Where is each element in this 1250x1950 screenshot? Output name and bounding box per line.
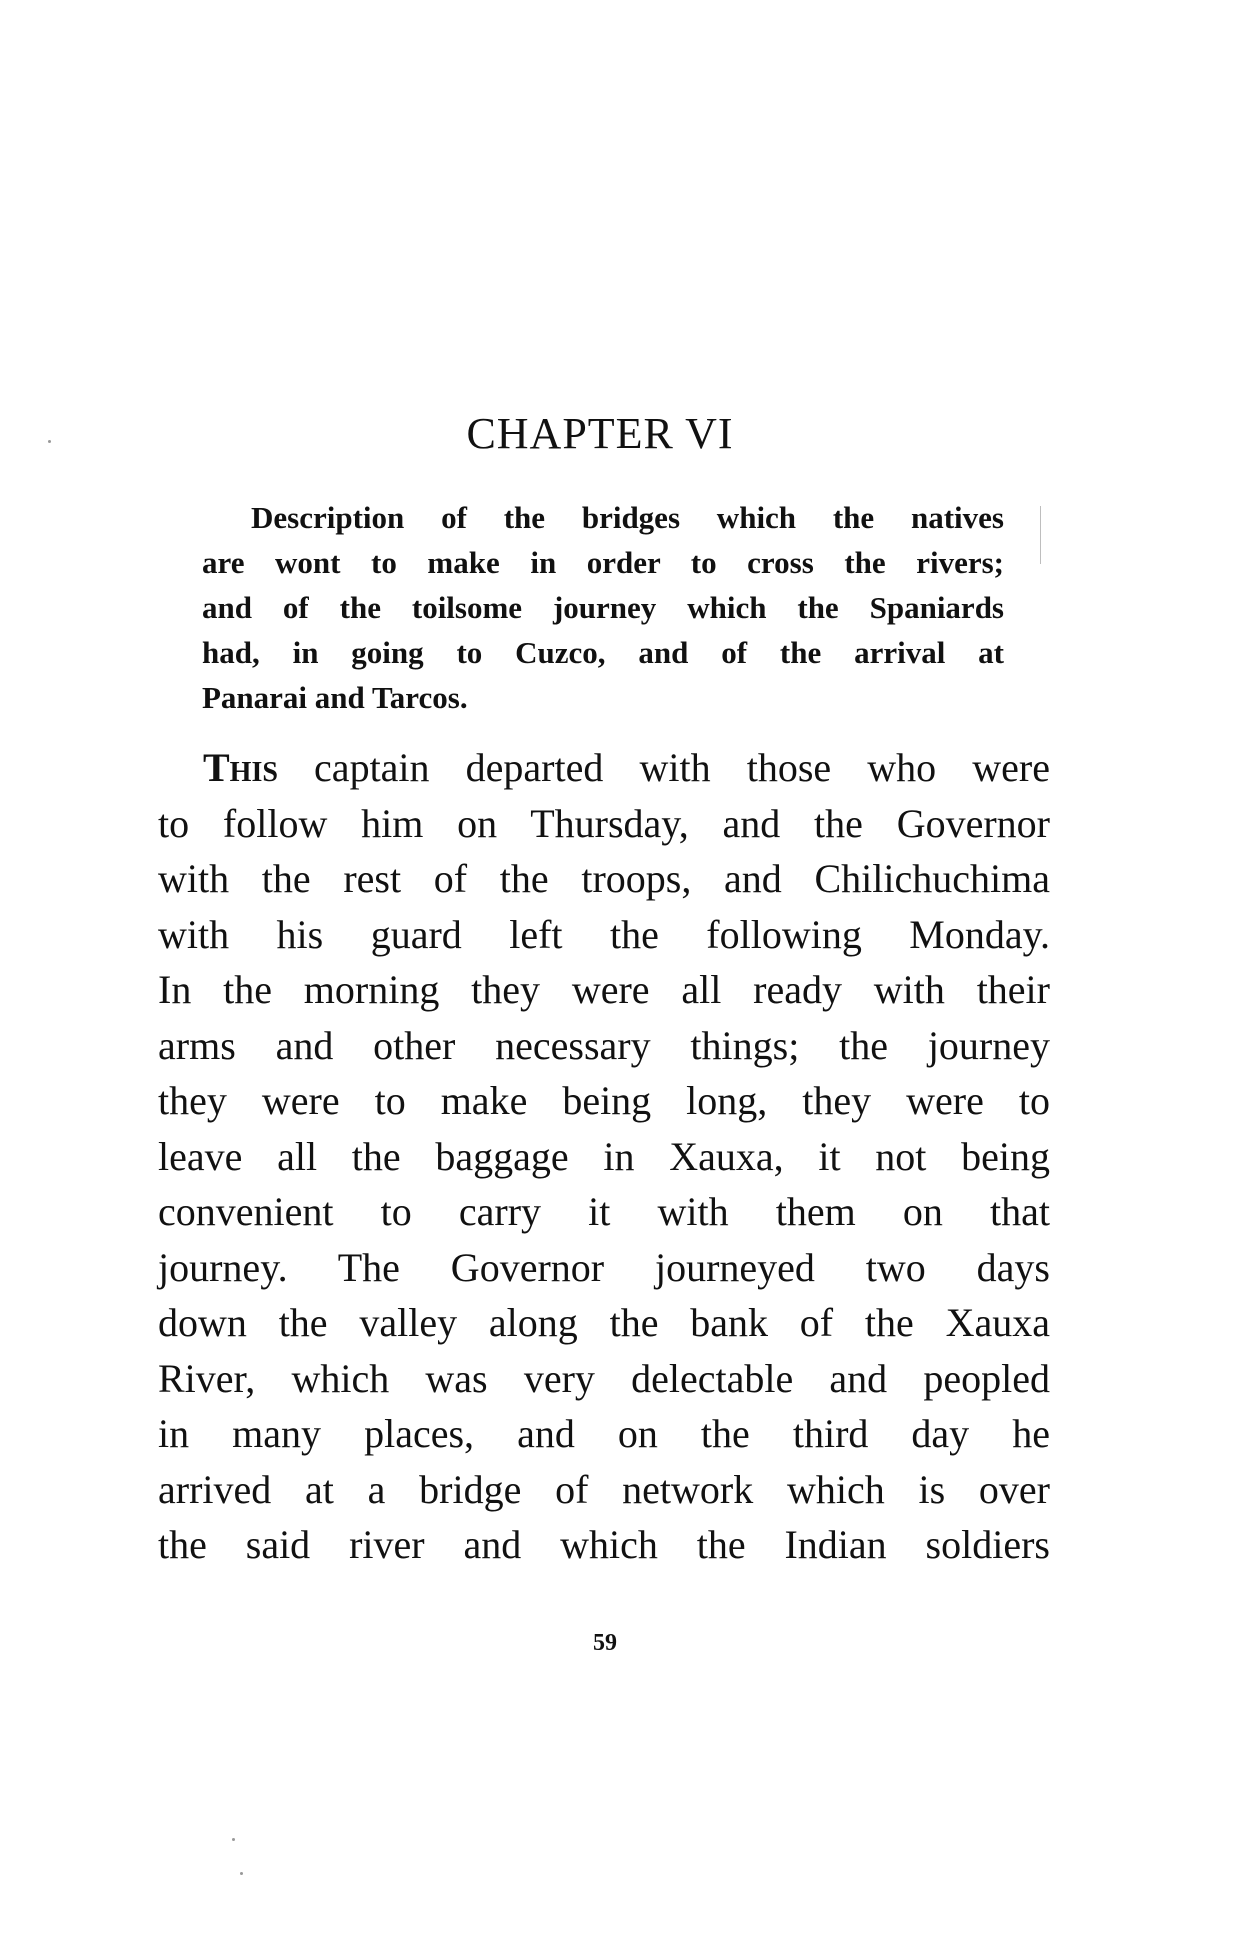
page-number: 59 <box>593 1630 617 1656</box>
margin-mark <box>1040 506 1044 564</box>
body-line-text: captain departed with those who were <box>277 745 1050 790</box>
opening-word: This <box>203 745 278 790</box>
body-line: they were to make being long, they were to <box>158 1078 1050 1123</box>
chapter-heading: CHAPTER VI <box>466 409 734 458</box>
body-line: the said river and which the Indian soldiers <box>158 1522 1050 1567</box>
summary-line: are wont to make in order to cross the rivers; <box>202 545 1004 580</box>
summary-line: and of the toilsome journey which the Spaniards <box>202 590 1004 625</box>
summary-line: had, in going to Cuzco, and of the arrival at <box>202 635 1004 670</box>
body-line: to follow him on Thursday, and the Governor <box>158 800 1050 846</box>
body-line: with his guard left the following Monday. <box>158 911 1050 957</box>
body-line: down the valley along the bank of the Xauxa <box>158 1300 1050 1345</box>
body-line: journey. The Governor journeyed two days <box>158 1244 1050 1290</box>
body-line: River, which was very delectable and peopled <box>158 1355 1050 1401</box>
body-line: In the morning they were all ready with their <box>158 967 1050 1012</box>
summary-line: Description of the bridges which the natives <box>251 500 1004 535</box>
paper-speck <box>48 440 51 443</box>
body-line: arrived at a bridge of network which is over <box>158 1466 1050 1512</box>
body-line: with the rest of the troops, and Chilichuchima <box>158 856 1050 901</box>
chapter-summary <box>202 495 1004 720</box>
body-line: in many places, and on the third day he <box>158 1411 1050 1456</box>
body-line: arms and other necessary things; the journey <box>158 1022 1050 1068</box>
body-paragraph <box>158 740 1050 1573</box>
body-line: leave all the baggage in Xauxa, it not being <box>158 1133 1050 1179</box>
summary-line: Panarai and Tarcos. <box>202 680 468 715</box>
body-line <box>158 740 1050 796</box>
paper-speck <box>232 1838 235 1841</box>
paper-speck <box>240 1872 243 1875</box>
body-line: convenient to carry it with them on that <box>158 1189 1050 1234</box>
